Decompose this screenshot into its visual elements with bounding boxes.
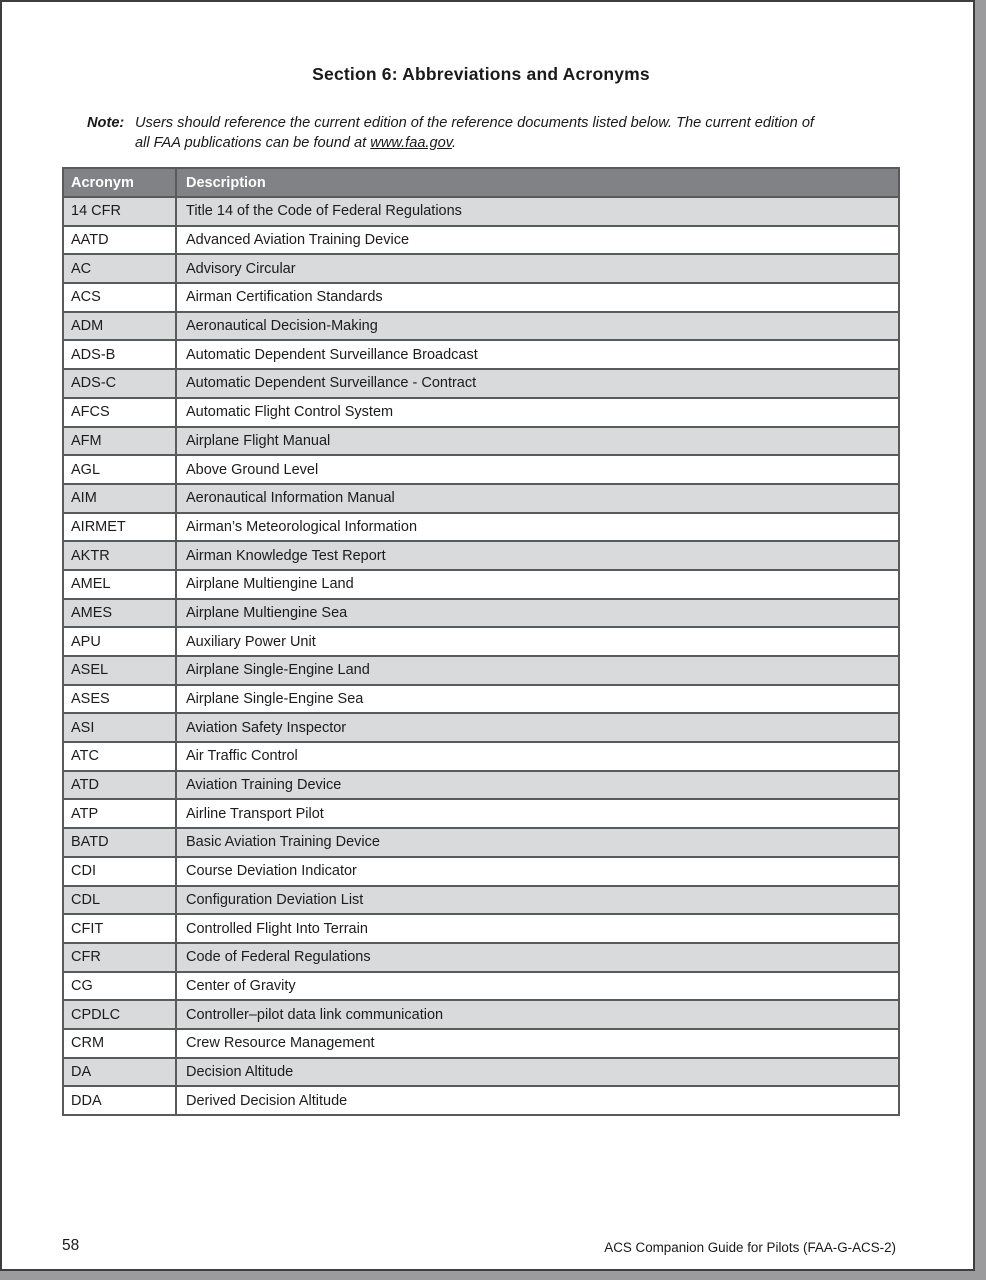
description-cell: Airplane Single-Engine Sea: [176, 685, 899, 714]
acronym-cell: AKTR: [63, 541, 176, 570]
table-row: [63, 197, 899, 226]
description-cell: Automatic Dependent Surveillance Broadcast: [176, 340, 899, 369]
table-row: [63, 599, 899, 628]
acronym-cell: AMES: [63, 599, 176, 628]
description-cell: Airman Knowledge Test Report: [176, 541, 899, 570]
description-cell: Advisory Circular: [176, 254, 899, 283]
description-cell: Controller–pilot data link communication: [176, 1000, 899, 1029]
table-row: [63, 570, 899, 599]
table-row: [63, 340, 899, 369]
table-row: [63, 799, 899, 828]
acronym-cell: ADS-B: [63, 340, 176, 369]
note-block: [87, 113, 902, 153]
table-row: [63, 312, 899, 341]
acronym-cell: BATD: [63, 828, 176, 857]
description-cell: Automatic Flight Control System: [176, 398, 899, 427]
acronym-cell: ASI: [63, 713, 176, 742]
description-cell: Code of Federal Regulations: [176, 943, 899, 972]
table-row: [63, 771, 899, 800]
description-cell: Controlled Flight Into Terrain: [176, 914, 899, 943]
description-cell: Air Traffic Control: [176, 742, 899, 771]
description-cell: Automatic Dependent Surveillance - Contract: [176, 369, 899, 398]
acronym-cell: DA: [63, 1058, 176, 1087]
table-row: [63, 541, 899, 570]
description-cell: Airline Transport Pilot: [176, 799, 899, 828]
description-cell: Aeronautical Decision-Making: [176, 312, 899, 341]
note-body: [135, 113, 814, 153]
acronym-cell: AC: [63, 254, 176, 283]
page-title: Section 6: Abbreviations and Acronyms: [312, 64, 650, 84]
table-row: [63, 484, 899, 513]
description-cell: Title 14 of the Code of Federal Regulations: [176, 197, 899, 226]
description-cell: Aviation Safety Inspector: [176, 713, 899, 742]
acronym-cell: DDA: [63, 1086, 176, 1115]
acronym-cell: AMEL: [63, 570, 176, 599]
table-row: [63, 627, 899, 656]
acronym-cell: AFCS: [63, 398, 176, 427]
faa-website-link: www.faa.gov: [370, 135, 452, 151]
description-cell: Decision Altitude: [176, 1058, 899, 1087]
table-row: [63, 226, 899, 255]
acronym-cell: ACS: [63, 283, 176, 312]
acronym-cell: CPDLC: [63, 1000, 176, 1029]
table-row: [63, 713, 899, 742]
table-row: [63, 742, 899, 771]
table-row: [63, 886, 899, 915]
acronym-cell: CDL: [63, 886, 176, 915]
table-row: [63, 369, 899, 398]
table-row: [63, 914, 899, 943]
acronym-table: [62, 167, 900, 1116]
table-row: [63, 283, 899, 312]
note-line2-prefix: all FAA publications can be found at: [135, 135, 371, 151]
acronym-cell: 14 CFR: [63, 197, 176, 226]
note-line2: [135, 133, 814, 153]
acronym-table-header: [63, 168, 899, 197]
table-row: [63, 1000, 899, 1029]
description-cell: Airman Certification Standards: [176, 283, 899, 312]
acronym-cell: ATD: [63, 771, 176, 800]
description-cell: Course Deviation Indicator: [176, 857, 899, 886]
acronym-cell: CFR: [63, 943, 176, 972]
acronym-cell: ADS-C: [63, 369, 176, 398]
acronym-cell: AIRMET: [63, 513, 176, 542]
description-cell: Aeronautical Information Manual: [176, 484, 899, 513]
table-row: [63, 455, 899, 484]
description-cell: Crew Resource Management: [176, 1029, 899, 1058]
acronym-column-header: Acronym: [63, 168, 176, 197]
acronym-cell: ADM: [63, 312, 176, 341]
description-cell: Airplane Single-Engine Land: [176, 656, 899, 685]
table-row: [63, 1086, 899, 1115]
description-cell: Configuration Deviation List: [176, 886, 899, 915]
table-row: [63, 398, 899, 427]
note-line1: Users should reference the current edition of the reference documents listed below. The current edition of: [135, 115, 814, 131]
acronym-cell: AFM: [63, 427, 176, 456]
acronym-cell: CRM: [63, 1029, 176, 1058]
acronym-cell: ASEL: [63, 656, 176, 685]
acronym-cell: AIM: [63, 484, 176, 513]
table-row: [63, 943, 899, 972]
table-row: [63, 828, 899, 857]
table-row: [63, 427, 899, 456]
table-row: [63, 254, 899, 283]
acronym-table-body: [63, 197, 899, 1115]
table-row: [63, 656, 899, 685]
acronym-cell: ATP: [63, 799, 176, 828]
footer-document-title: ACS Companion Guide for Pilots (FAA-G-ACS-2): [604, 1240, 896, 1255]
description-cell: Derived Decision Altitude: [176, 1086, 899, 1115]
description-cell: Center of Gravity: [176, 972, 899, 1001]
description-column-header: Description: [176, 168, 899, 197]
page-number: 58: [62, 1237, 80, 1254]
description-cell: Airplane Multiengine Land: [176, 570, 899, 599]
acronym-cell: ATC: [63, 742, 176, 771]
description-cell: Airplane Flight Manual: [176, 427, 899, 456]
acronym-cell: CG: [63, 972, 176, 1001]
description-cell: Airman’s Meteorological Information: [176, 513, 899, 542]
note-label: Note:: [87, 115, 125, 131]
table-row: [63, 685, 899, 714]
acronym-cell: CFIT: [63, 914, 176, 943]
acronym-cell: ASES: [63, 685, 176, 714]
acronym-cell: AGL: [63, 455, 176, 484]
acronym-cell: AATD: [63, 226, 176, 255]
description-cell: Aviation Training Device: [176, 771, 899, 800]
description-cell: Airplane Multiengine Sea: [176, 599, 899, 628]
description-cell: Above Ground Level: [176, 455, 899, 484]
acronym-cell: APU: [63, 627, 176, 656]
table-header-row: [63, 168, 899, 197]
acronym-cell: CDI: [63, 857, 176, 886]
table-row: [63, 1058, 899, 1087]
description-cell: Auxiliary Power Unit: [176, 627, 899, 656]
table-row: [63, 513, 899, 542]
note-suffix: .: [451, 135, 456, 151]
table-row: [63, 972, 899, 1001]
table-row: [63, 1029, 899, 1058]
description-cell: Basic Aviation Training Device: [176, 828, 899, 857]
table-row: [63, 857, 899, 886]
description-cell: Advanced Aviation Training Device: [176, 226, 899, 255]
